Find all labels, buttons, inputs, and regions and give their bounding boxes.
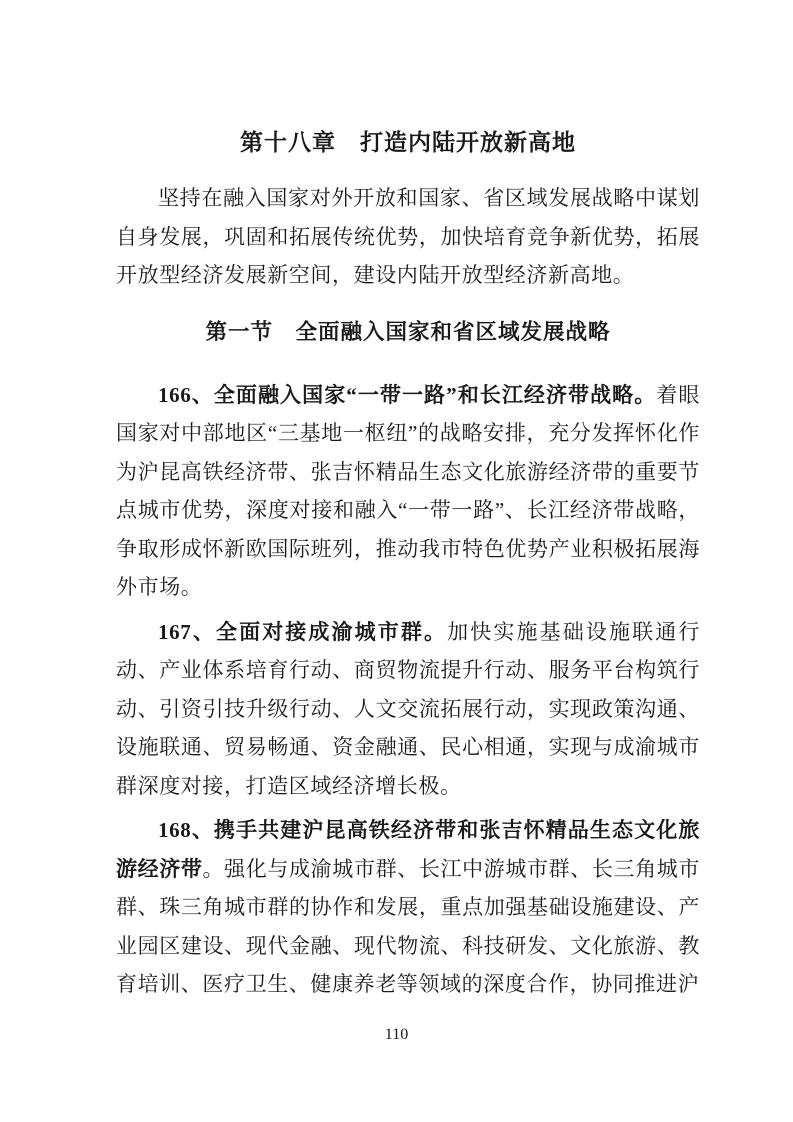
page-number: 110 [384,1026,409,1043]
chapter-title: 第十八章 打造内陆开放新高地 [240,129,576,155]
paragraph-168-body: 。强化与成渝城市群、长江中游城市群、长三角城市群、珠三角城市群的协作和发展，重点加强基础设施建设、产业园区建设、现代金融、现代物流、科技研发、文化旅游、教育培训、医疗卫生、健康养老等领域的深度合作，协同推进沪 [116,856,700,996]
intro-paragraph: 坚持在融入国家对外开放和国家、省区域发展战略中谋划自身发展，巩固和拓展传统优势，加快培育竞争新优势，拓展开放型经济发展新空间，建设内陆开放型经济新高地。 [116,186,700,287]
numbered-paragraph-166 [116,376,700,607]
paragraph-167-lead: 167、全面对接成渝城市群。 [158,619,448,644]
section-title: 第一节 全面融入国家和省区域发展战略 [205,319,611,344]
numbered-paragraph-167 [116,613,700,806]
paragraph-167-body: 加快实施基础设施联通行动、产业体系培育行动、商贸物流提升行动、服务平台构筑行动、引资引技升级行动、人文交流拓展行动，实现政策沟通、设施联通、贸易畅通、资金融通、民心相通，实现与成渝城市群深度对接，打造区域经济增长极。 [116,619,700,798]
numbered-paragraph-168 [116,811,700,1004]
text-block [116,127,700,1010]
paragraph-166-body: 着眼国家对中部地区“三基地一枢纽”的战略安排，充分发挥怀化作为沪昆高铁经济带、张吉怀精品生态文化旅游经济带的重要节点城市优势，深度对接和融入“一带一路”、长江经济带战略，争取形成怀新欧国际班列，推动我市特色优势产业积极拓展海外市场。 [116,382,700,599]
paragraph-166-lead: 166、全面融入国家“一带一路”和长江经济带战略。 [158,382,657,407]
paragraph-168-lead: 168、携手共建沪昆高铁经济带和张吉怀精品生态文化旅游经济带 [116,818,700,881]
